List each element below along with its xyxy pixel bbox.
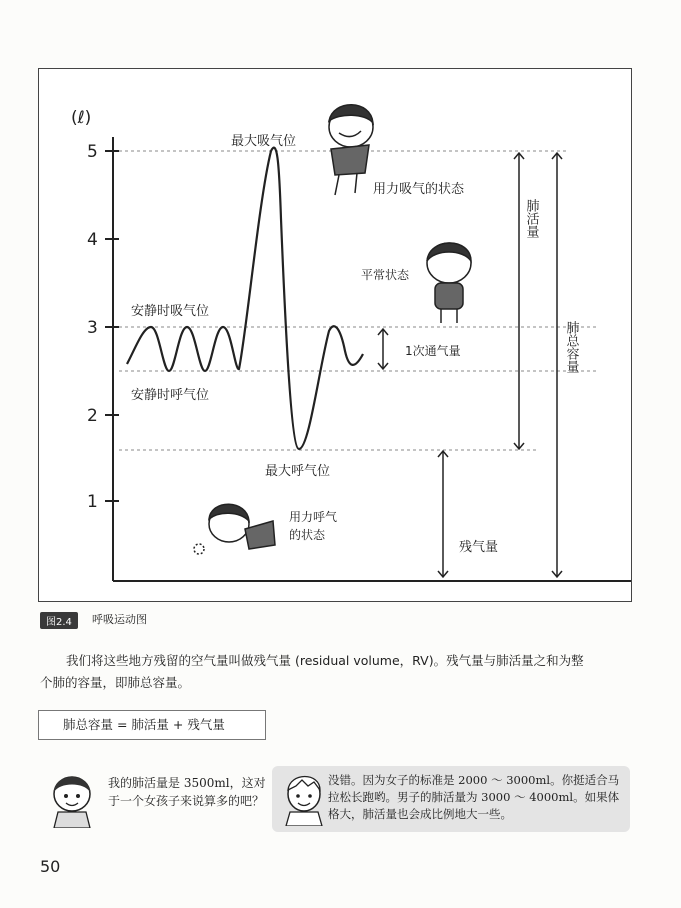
label-vital-capacity: 肺活量: [523, 199, 539, 238]
y-tick-2: 2: [87, 406, 98, 426]
figure-box: [38, 68, 632, 602]
label-quiet-exhale: 安静时呼气位: [131, 388, 210, 403]
tidal-arrow: [378, 329, 388, 369]
label-residual-volume: 残气量: [459, 540, 499, 555]
normal-state-character-icon: [427, 243, 471, 323]
figure-badge: 图2.4: [40, 612, 78, 629]
body-paragraph: [40, 650, 644, 694]
label-total-capacity: 肺总容量: [563, 321, 579, 373]
forced-inhale-character-icon: [329, 105, 373, 195]
y-tick-4: 4: [87, 230, 98, 250]
paragraph-line-1: 我们将这些地方残留的空气量叫做残气量 (residual volume，RV)。残气量与肺活量之和为整: [66, 653, 584, 668]
breathing-curve: [127, 148, 363, 449]
girl-dialogue: 我的肺活量是 3500ml，这对于一个女孩子来说算多的吧？: [108, 776, 266, 808]
vital-capacity-arrow: [514, 153, 524, 449]
doctor-dialogue: 没错。因为女子的标准是 2000 ～ 3000ml。你挺适合马拉松长跑哟。男子的肺活量为 3000 ～ 4000ml。如果体格大，肺活量也会成比例地大一些。: [328, 773, 620, 821]
label-forced-exhale-1: 用力呼气: [289, 510, 338, 524]
label-max-inhale: 最大吸气位: [231, 134, 297, 149]
label-tidal-volume: 1次通气量: [405, 344, 461, 358]
page-number: 50: [40, 857, 61, 876]
y-tick-1: 1: [87, 492, 98, 512]
reference-lines: [119, 151, 599, 450]
residual-arrow: [438, 451, 448, 577]
paragraph-line-2: 个肺的容量，即肺总容量。: [40, 675, 191, 690]
y-tick-3: 3: [87, 318, 98, 338]
label-forced-exhale-2: 的状态: [289, 528, 326, 542]
total-capacity-arrow: [552, 153, 562, 577]
breathing-chart: [39, 69, 631, 601]
girl-avatar-icon: [44, 768, 100, 828]
label-quiet-inhale: 安静时吸气位: [131, 304, 210, 319]
doctor-avatar-icon: [282, 770, 326, 826]
y-tick-5: 5: [87, 142, 98, 162]
label-max-exhale: 最大呼气位: [265, 464, 331, 479]
label-forced-inhale: 用力吸气的状态: [373, 182, 465, 197]
figure-caption: 呼吸运动图: [92, 613, 147, 626]
forced-exhale-character-icon: [194, 504, 275, 554]
unit-label: (ℓ): [71, 108, 92, 128]
label-normal-state: 平常状态: [361, 268, 410, 282]
formula-box: 肺总容量 = 肺活量 + 残气量: [38, 710, 266, 740]
